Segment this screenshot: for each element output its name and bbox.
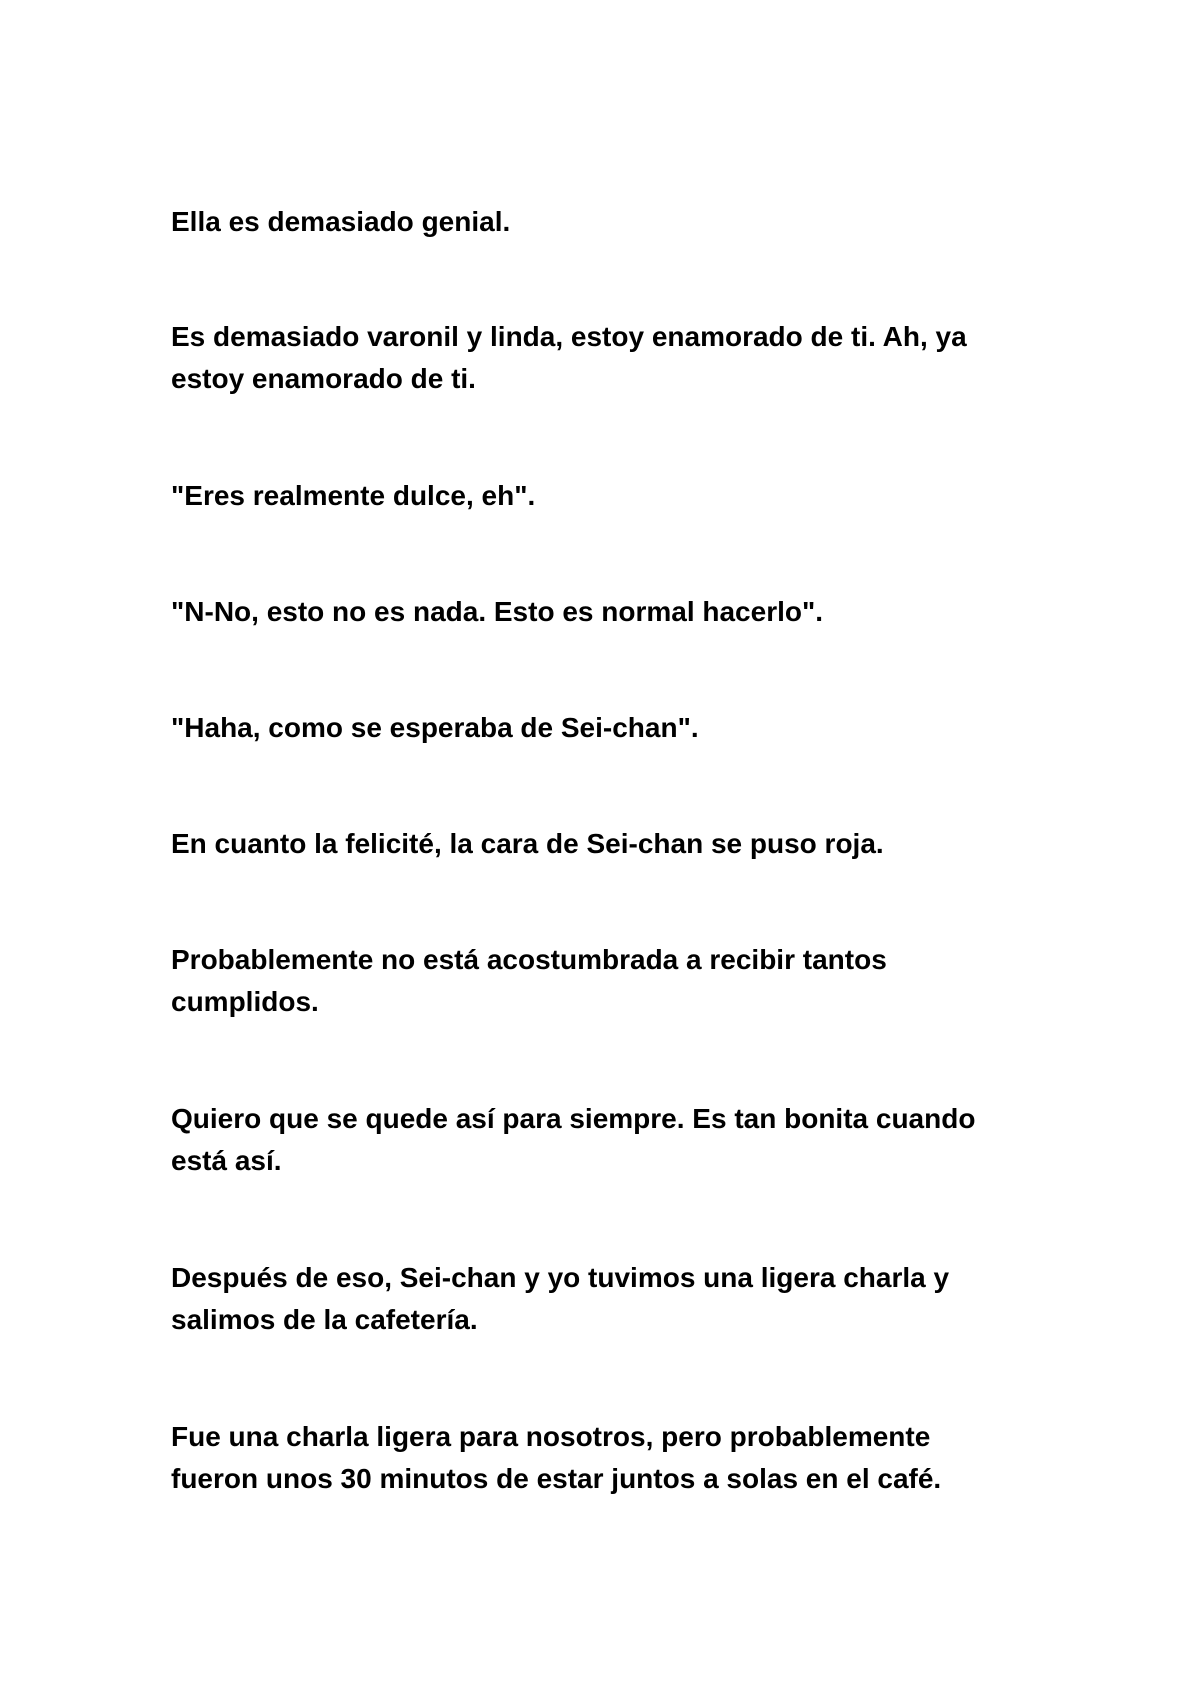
paragraph-line: está así. [171,1145,282,1176]
paragraph-line: "N-No, esto no es nada. Esto es normal hacerlo". [171,596,824,627]
paragraph-line: Después de eso, Sei-chan y yo tuvimos una ligera charla y [171,1262,950,1293]
paragraph-line: Quiero que se quede así para siempre. Es tan bonita cuando [171,1103,976,1134]
paragraph-line: Ella es demasiado genial. [171,206,511,237]
paragraph-7 [171,939,1031,1023]
paragraph-3 [171,475,1031,517]
paragraph-line: Es demasiado varonil y linda, estoy enamorado de ti. Ah, ya [171,321,967,352]
paragraph-line: estoy enamorado de ti. [171,363,476,394]
paragraph-line: Probablemente no está acostumbrada a recibir tantos [171,944,887,975]
paragraph-2 [171,316,1031,400]
paragraph-line: salimos de la cafetería. [171,1304,478,1335]
paragraph-5 [171,707,1031,749]
paragraph-4 [171,591,1031,633]
paragraph-8 [171,1098,1031,1182]
paragraph-line: fueron unos 30 minutos de estar juntos a solas en el café. [171,1463,942,1494]
paragraph-line: cumplidos. [171,986,319,1017]
paragraph-6 [171,823,1031,865]
paragraph-9 [171,1257,1031,1341]
paragraph-10 [171,1416,1031,1500]
paragraph-line: "Haha, como se esperaba de Sei-chan". [171,712,699,743]
paragraph-line: "Eres realmente dulce, eh". [171,480,536,511]
paragraph-line: Fue una charla ligera para nosotros, pero probablemente [171,1421,931,1452]
paragraph-line: En cuanto la felicité, la cara de Sei-chan se puso roja. [171,828,884,859]
paragraph-1 [171,201,1031,243]
